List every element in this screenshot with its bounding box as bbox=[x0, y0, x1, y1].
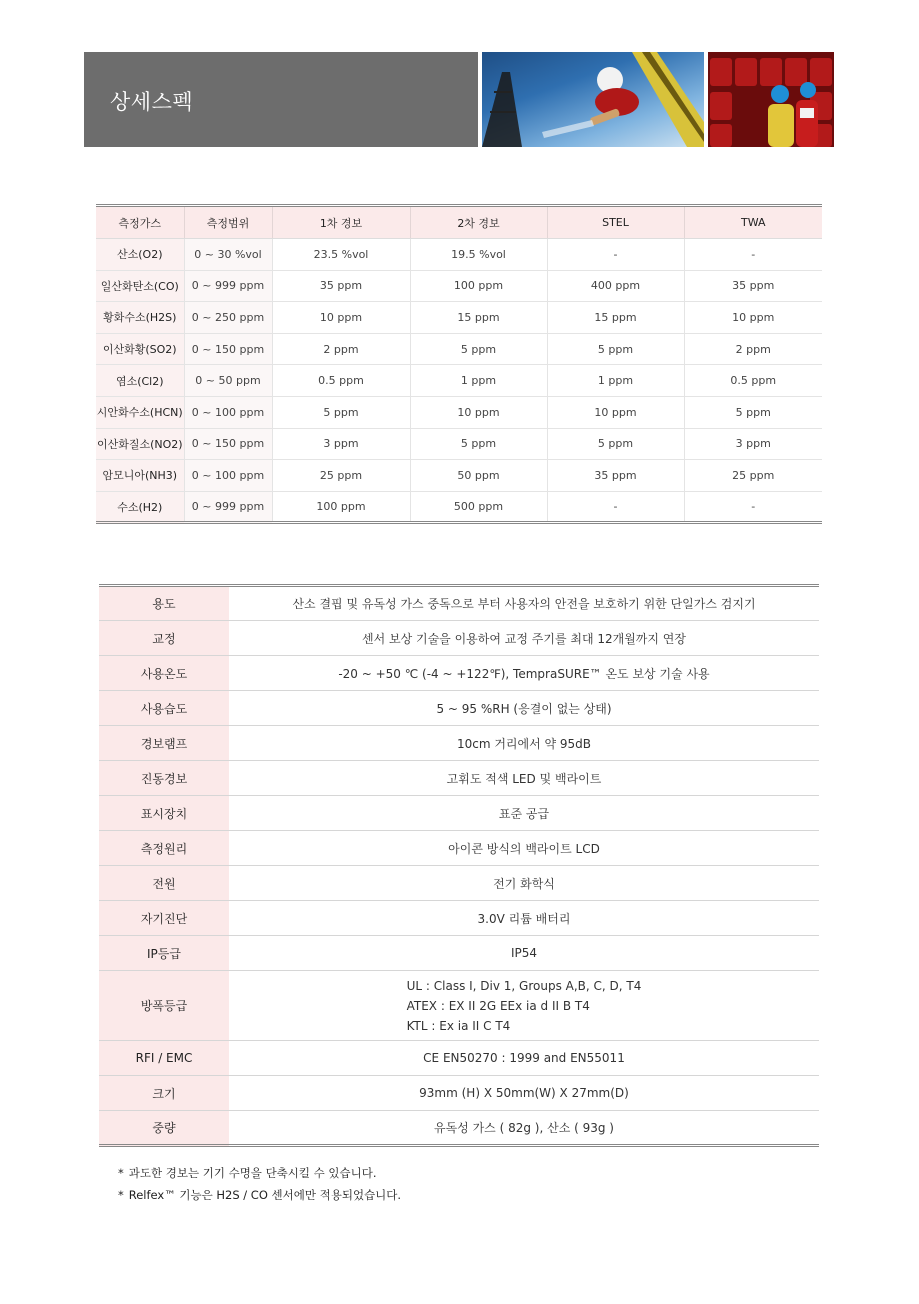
spec-row-power bbox=[99, 866, 819, 901]
header-range: 측정범위 bbox=[184, 206, 272, 239]
gas-spec-table bbox=[96, 204, 822, 524]
spec-label: 자기진단 bbox=[99, 901, 229, 936]
stel: 5 ppm bbox=[547, 428, 684, 460]
spec-label: 교정 bbox=[99, 621, 229, 656]
spec-row-calibration bbox=[99, 621, 819, 656]
twa: 5 ppm bbox=[684, 396, 822, 428]
spec-value: 센서 보상 기술을 이용하여 교정 주기를 최대 12개월까지 연장 bbox=[229, 621, 819, 656]
ul-rating: UL : Class I, Div 1, Groups A,B, C, D, T4 bbox=[406, 978, 642, 993]
spec-value: 전기 화학식 bbox=[229, 866, 819, 901]
spec-value: 5 ~ 95 %RH (응결이 없는 상태) bbox=[229, 691, 819, 726]
spec-label: 크기 bbox=[99, 1076, 229, 1111]
gas-range: 0 ~ 250 ppm bbox=[184, 302, 272, 334]
gas-table-header-row bbox=[96, 206, 822, 239]
spec-label: 용도 bbox=[99, 586, 229, 621]
header-banner bbox=[84, 52, 834, 147]
gas-range: 0 ~ 999 ppm bbox=[184, 491, 272, 523]
gas-name: 황화수소(H2S) bbox=[96, 302, 184, 334]
gas-range: 0 ~ 30 %vol bbox=[184, 239, 272, 271]
alarm-2: 5 ppm bbox=[410, 428, 547, 460]
alarm-1: 5 ppm bbox=[272, 396, 410, 428]
spec-row-display bbox=[99, 796, 819, 831]
twa: 35 ppm bbox=[684, 270, 822, 302]
stel: - bbox=[547, 239, 684, 271]
spec-label: 중량 bbox=[99, 1111, 229, 1146]
footnotes bbox=[118, 1162, 401, 1206]
gas-name: 염소(Cl2) bbox=[96, 365, 184, 397]
barrels-photo bbox=[708, 52, 834, 147]
worker-photo-illustration bbox=[482, 52, 704, 147]
gas-name: 일산화탄소(CO) bbox=[96, 270, 184, 302]
stel: 1 ppm bbox=[547, 365, 684, 397]
stel: 400 ppm bbox=[547, 270, 684, 302]
spec-label: 측정원리 bbox=[99, 831, 229, 866]
title-box bbox=[84, 52, 478, 147]
gas-range: 0 ~ 150 ppm bbox=[184, 428, 272, 460]
alarm-1: 25 ppm bbox=[272, 460, 410, 492]
twa: 25 ppm bbox=[684, 460, 822, 492]
header-twa: TWA bbox=[684, 206, 822, 239]
spec-value: 아이콘 방식의 백라이트 LCD bbox=[229, 831, 819, 866]
spec-value: -20 ~ +50 ℃ (-4 ~ +122℉), TempraSURE™ 온도 보상 기술 사용 bbox=[229, 656, 819, 691]
spec-label: 방폭등급 bbox=[99, 971, 229, 1041]
spec-label: 전원 bbox=[99, 866, 229, 901]
product-spec-table bbox=[99, 584, 819, 1147]
spec-row-humidity bbox=[99, 691, 819, 726]
twa: 3 ppm bbox=[684, 428, 822, 460]
alarm-2: 19.5 %vol bbox=[410, 239, 547, 271]
barrels-photo-illustration bbox=[708, 52, 834, 147]
spec-row-self-diagnosis bbox=[99, 901, 819, 936]
spec-value: CE EN50270 : 1999 and EN55011 bbox=[229, 1041, 819, 1076]
spec-row-vibration bbox=[99, 761, 819, 796]
alarm-2: 50 ppm bbox=[410, 460, 547, 492]
footnote-reflex: * Relfex™ 기능은 H2S / CO 센서에만 적용되었습니다. bbox=[118, 1184, 401, 1206]
table-row bbox=[96, 333, 822, 365]
alarm-1: 100 ppm bbox=[272, 491, 410, 523]
header-gas: 측정가스 bbox=[96, 206, 184, 239]
alarm-2: 5 ppm bbox=[410, 333, 547, 365]
spec-row-ip-rating bbox=[99, 936, 819, 971]
twa: 0.5 ppm bbox=[684, 365, 822, 397]
spec-value: 산소 결핍 및 유독성 가스 중독으로 부터 사용자의 안전을 보호하기 위한 단일가스 검지기 bbox=[229, 586, 819, 621]
header-alarm-1: 1차 경보 bbox=[272, 206, 410, 239]
alarm-2: 1 ppm bbox=[410, 365, 547, 397]
gas-name: 암모니아(NH3) bbox=[96, 460, 184, 492]
gas-name: 시안화수소(HCN) bbox=[96, 396, 184, 428]
spec-label: IP등급 bbox=[99, 936, 229, 971]
table-row bbox=[96, 270, 822, 302]
alarm-1: 2 ppm bbox=[272, 333, 410, 365]
spec-row-alarm-lamp bbox=[99, 726, 819, 761]
spec-value: 표준 공급 bbox=[229, 796, 819, 831]
atex-rating: ATEX : EX II 2G EEx ia d II B T4 bbox=[406, 998, 590, 1013]
table-row bbox=[96, 428, 822, 460]
header-alarm-2: 2차 경보 bbox=[410, 206, 547, 239]
gas-name: 수소(H2) bbox=[96, 491, 184, 523]
footnote-alarm: * 과도한 경보는 기기 수명을 단축시킬 수 있습니다. bbox=[118, 1162, 401, 1184]
stel: 35 ppm bbox=[547, 460, 684, 492]
alarm-1: 10 ppm bbox=[272, 302, 410, 334]
alarm-2: 15 ppm bbox=[410, 302, 547, 334]
spec-row-explosion-proof bbox=[99, 971, 819, 1041]
gas-range: 0 ~ 50 ppm bbox=[184, 365, 272, 397]
spec-label: 표시장치 bbox=[99, 796, 229, 831]
spec-row-principle bbox=[99, 831, 819, 866]
twa: 10 ppm bbox=[684, 302, 822, 334]
ktl-rating: KTL : Ex ia II C T4 bbox=[406, 1018, 511, 1033]
alarm-2: 500 ppm bbox=[410, 491, 547, 523]
table-row bbox=[96, 491, 822, 523]
spec-row-size bbox=[99, 1076, 819, 1111]
worker-photo bbox=[482, 52, 704, 147]
alarm-1: 0.5 ppm bbox=[272, 365, 410, 397]
alarm-2: 100 ppm bbox=[410, 270, 547, 302]
stel: 5 ppm bbox=[547, 333, 684, 365]
gas-name: 산소(O2) bbox=[96, 239, 184, 271]
spec-row-usage bbox=[99, 586, 819, 621]
spec-label: 경보램프 bbox=[99, 726, 229, 761]
spec-label: 사용온도 bbox=[99, 656, 229, 691]
spec-label: 진동경보 bbox=[99, 761, 229, 796]
gas-name: 이산화황(SO2) bbox=[96, 333, 184, 365]
spec-value: 고휘도 적색 LED 및 백라이트 bbox=[229, 761, 819, 796]
explosion-proof-lines bbox=[407, 976, 642, 1036]
stel: 10 ppm bbox=[547, 396, 684, 428]
spec-value: IP54 bbox=[229, 936, 819, 971]
stel: - bbox=[547, 491, 684, 523]
spec-label: RFI / EMC bbox=[99, 1041, 229, 1076]
gas-range: 0 ~ 100 ppm bbox=[184, 396, 272, 428]
spec-row-temperature bbox=[99, 656, 819, 691]
spec-value bbox=[229, 971, 819, 1041]
page-title: 상세스펙 bbox=[110, 90, 194, 114]
table-row bbox=[96, 396, 822, 428]
spec-label: 사용습도 bbox=[99, 691, 229, 726]
gas-range: 0 ~ 150 ppm bbox=[184, 333, 272, 365]
alarm-1: 35 ppm bbox=[272, 270, 410, 302]
table-row bbox=[96, 302, 822, 334]
twa: - bbox=[684, 491, 822, 523]
spec-value: 93mm (H) X 50mm(W) X 27mm(D) bbox=[229, 1076, 819, 1111]
gas-range: 0 ~ 999 ppm bbox=[184, 270, 272, 302]
header-stel: STEL bbox=[547, 206, 684, 239]
table-row bbox=[96, 365, 822, 397]
spec-row-rfi-emc bbox=[99, 1041, 819, 1076]
gas-name: 이산화질소(NO2) bbox=[96, 428, 184, 460]
alarm-1: 23.5 %vol bbox=[272, 239, 410, 271]
table-row bbox=[96, 239, 822, 271]
twa: 2 ppm bbox=[684, 333, 822, 365]
spec-row-weight bbox=[99, 1111, 819, 1146]
spec-value: 유독성 가스 ( 82g ), 산소 ( 93g ) bbox=[229, 1111, 819, 1146]
alarm-2: 10 ppm bbox=[410, 396, 547, 428]
stel: 15 ppm bbox=[547, 302, 684, 334]
table-row bbox=[96, 460, 822, 492]
twa: - bbox=[684, 239, 822, 271]
gas-range: 0 ~ 100 ppm bbox=[184, 460, 272, 492]
spec-value: 3.0V 리튬 배터리 bbox=[229, 901, 819, 936]
alarm-1: 3 ppm bbox=[272, 428, 410, 460]
spec-value: 10cm 거리에서 약 95dB bbox=[229, 726, 819, 761]
